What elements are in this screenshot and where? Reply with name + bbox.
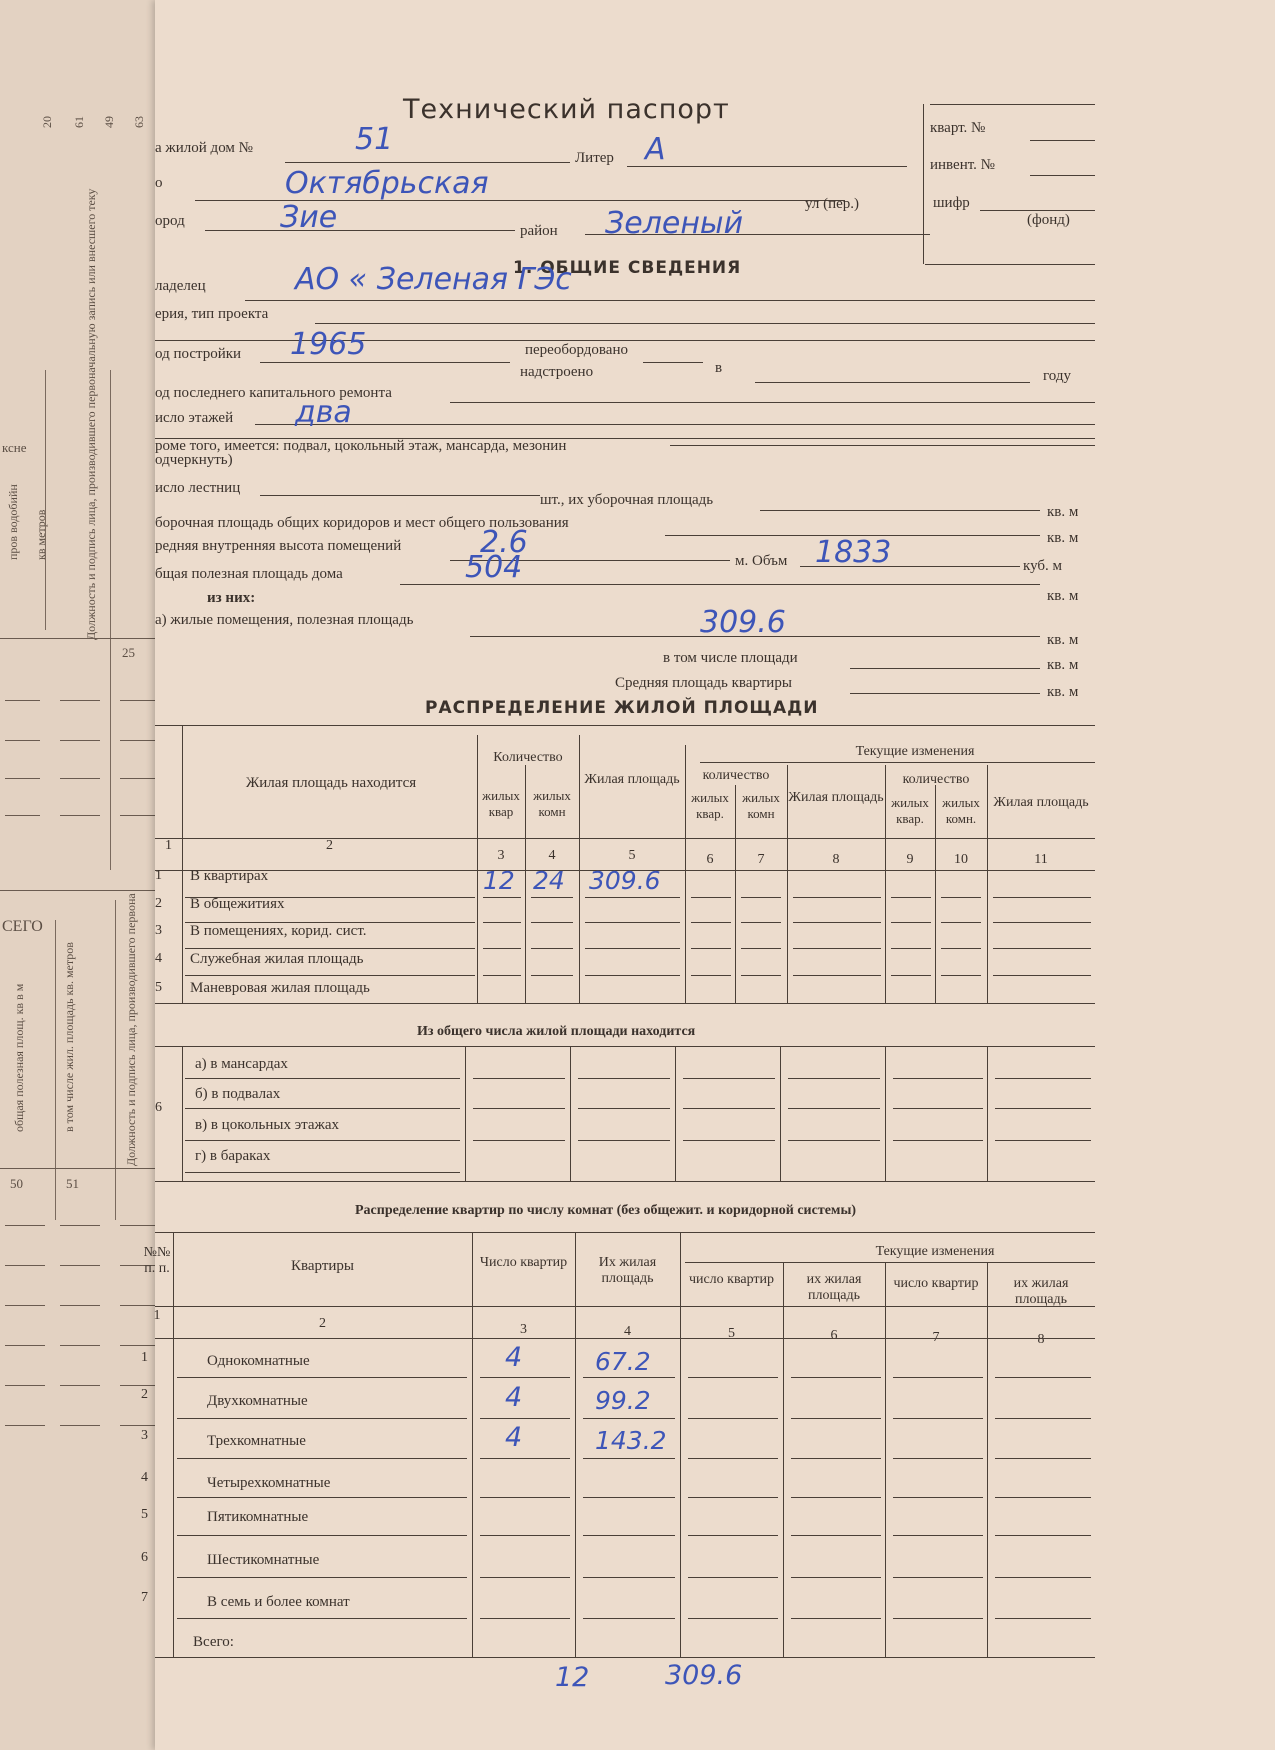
row-number: 5	[141, 1507, 148, 1522]
apts-col-apts: Квартиры	[290, 1258, 354, 1274]
apts-col-number: 5	[728, 1326, 735, 1341]
also-label: роме того, имеется: подвал, цокольный этаж, мансарда, мезонин	[155, 438, 567, 454]
district-label: район	[520, 223, 558, 239]
row-count: 4	[505, 1342, 523, 1373]
apts-col-count2: число квартир	[688, 1272, 775, 1287]
back-bottom-number: 50	[10, 1176, 23, 1191]
row-label: Пятикомнатные	[207, 1509, 309, 1525]
back-col-text: в том числе жил. площадь кв. метров	[62, 942, 76, 1132]
dist-sub-row: б) в подвалах	[195, 1086, 281, 1102]
apts-col-current: Текущие изменения	[875, 1244, 995, 1259]
row-number: 4	[155, 951, 162, 966]
back-vsego: СЕГО	[2, 918, 43, 935]
city-value: Зие	[280, 200, 338, 235]
back-line	[0, 638, 170, 639]
apts-col-number: 6	[830, 1328, 838, 1343]
row-number: 1	[141, 1350, 148, 1365]
fond-label: (фонд)	[1027, 212, 1070, 228]
height-label: редняя внутренняя высота помещений	[155, 538, 402, 554]
row-rooms: 24	[533, 866, 565, 895]
dist-col-qty2: количество	[702, 768, 770, 783]
dist-col-apts: жилых квар	[482, 788, 520, 819]
row-number: 3	[155, 923, 162, 938]
dist-heading: РАСПРЕДЕЛЕНИЕ ЖИЛОЙ ПЛОЩАДИ	[425, 698, 819, 718]
back-divider	[110, 370, 111, 870]
dist-col-current: Текущие изменения	[855, 744, 975, 759]
volume-value: 1833	[815, 535, 892, 570]
apts-col-number: 1	[153, 1308, 161, 1323]
dist-col-number: 10	[954, 852, 968, 867]
dist-col-number: 11	[1034, 852, 1048, 867]
of-them-label: из них:	[207, 590, 256, 606]
dist-sub-number: 6	[155, 1100, 162, 1115]
row-label: В общежитиях	[190, 896, 285, 912]
back-divider	[45, 370, 46, 630]
liter-label: Литер	[575, 150, 614, 166]
dist-col-number: 6	[706, 852, 714, 867]
dist-col-apts3: жилых квар.	[891, 795, 929, 826]
row-label: Четырехкомнатные	[207, 1475, 331, 1491]
stairs-label: исло лестниц	[155, 480, 241, 496]
back-divider	[115, 900, 116, 1220]
page-title: Технический паспорт	[403, 94, 730, 125]
living-value: 309.6	[700, 605, 786, 640]
dist-sub-heading: Из общего числа жилой площади находится	[417, 1024, 696, 1039]
apts-col-number: 4	[624, 1324, 631, 1339]
dist-col-area2: Жилая площадь	[788, 790, 884, 805]
unit-m2: кв. м	[1047, 684, 1079, 700]
series-label: ерия, тип проекта	[155, 306, 269, 322]
row-number: 2	[155, 896, 162, 911]
row-area: 67.2	[595, 1347, 651, 1376]
stairs-unit: шт., их уборочная площадь	[540, 492, 714, 508]
row-label: В помещениях, корид. сист.	[190, 923, 367, 939]
apts-col-area: Их жилая площадь	[598, 1255, 657, 1286]
district-value: Зеленый	[605, 206, 744, 241]
in-label: в	[715, 360, 723, 376]
street-type-label: ул (пер.)	[805, 196, 860, 212]
back-col-text: Должность и подпись лица, производившего первоначальную запись или внесшего теку	[84, 188, 98, 640]
year-suffix: году	[1043, 368, 1071, 384]
unit-m2: кв. м	[1047, 657, 1079, 673]
apts-col-area3: их жилая площадь	[1013, 1276, 1069, 1307]
row-number: 5	[155, 980, 162, 995]
dist-col-apts2: жилых квар.	[691, 790, 729, 821]
unit-m2: кв. м	[1047, 530, 1079, 546]
apts-heading: Распределение квартир по числу комнат (без общежит. и коридорной системы)	[355, 1203, 857, 1218]
dist-col-rooms3: жилых комн.	[942, 795, 980, 826]
row-area: 99.2	[595, 1386, 651, 1415]
row-label: Двухкомнатные	[207, 1393, 308, 1409]
year-value: 1965	[290, 327, 367, 362]
apts-col-count3: число квартир	[893, 1276, 979, 1291]
unit-m3: куб. м	[1023, 558, 1063, 574]
apts-col-number: 2	[319, 1316, 326, 1331]
floors-value: два	[295, 395, 352, 430]
back-line	[0, 890, 170, 891]
passport-sheet	[141, 0, 1275, 1750]
back-top-number: 63	[132, 116, 146, 128]
dist-col-number: 8	[832, 852, 840, 867]
back-col-text: Должность и подпись лица, производившего первона	[124, 893, 138, 1166]
back-top-number: 20	[40, 116, 54, 128]
back-col-number: 25	[122, 645, 135, 660]
apts-col-n: №№ п. п.	[143, 1245, 171, 1276]
back-col-text: ксне	[2, 440, 27, 455]
row-number: 4	[141, 1470, 148, 1485]
dist-col-area: Жилая площадь	[584, 772, 680, 787]
row-area: 143.2	[595, 1426, 667, 1455]
row-apts: 12	[483, 866, 515, 895]
apts-col-area2: их жилая площадь	[806, 1272, 862, 1303]
capital-repair-label: од последнего капитального ремонта	[155, 385, 392, 401]
street-value: Октябрьская	[285, 166, 489, 201]
owner-value: АО « Зеленая ГЭс	[295, 262, 572, 297]
dist-sub-row: а) в мансардах	[195, 1056, 288, 1072]
back-col-text: пров водобийн	[6, 484, 20, 560]
row-number: 3	[141, 1428, 148, 1443]
invent-label: инвент. №	[930, 157, 995, 173]
dist-col-qty: Количество	[493, 750, 563, 765]
dist-sub-row: г) в бараках	[195, 1148, 271, 1164]
useful-value: 504	[465, 550, 523, 585]
apts-total-count: 12	[555, 1662, 590, 1693]
row-count: 4	[505, 1382, 523, 1413]
dist-col-number: 3	[497, 848, 505, 863]
living-label: а) жилые помещения, полезная площадь	[155, 612, 414, 628]
house-label: а жилой дом №	[155, 140, 253, 156]
height-value: 2.6	[480, 525, 528, 560]
house-number: 51	[355, 122, 394, 157]
owner-label: ладелец	[155, 278, 206, 294]
underline-label: одчеркнуть)	[155, 452, 233, 468]
row-number: 6	[141, 1550, 148, 1565]
dist-col-number: 1	[165, 838, 172, 853]
apts-col-number: 8	[1037, 1332, 1045, 1347]
row-label: Однокомнатные	[207, 1353, 310, 1369]
volume-label: м. Объм	[735, 553, 788, 569]
back-top-number: 61	[72, 116, 86, 128]
avg-label: Средняя площадь квартиры	[615, 675, 792, 691]
dist-col-number: 4	[548, 848, 556, 863]
row-number: 2	[141, 1387, 148, 1402]
general-heading: 1. ОБЩИЕ СВЕДЕНИЯ	[513, 258, 742, 278]
kvart-label: кварт. №	[930, 120, 986, 136]
unit-m2: кв. м	[1047, 504, 1079, 520]
shifr-label: шифр	[933, 195, 970, 211]
back-line	[0, 1168, 170, 1169]
dist-col-number: 2	[326, 838, 333, 853]
floors-label: исло этажей	[155, 410, 234, 426]
corridor-label: борочная площадь общих коридоров и мест общего пользования	[155, 515, 569, 531]
added-label: надстроено	[520, 364, 594, 380]
dist-col-qty3: количество	[902, 772, 970, 787]
back-col-text: общая полезная площ. кв в м	[12, 983, 26, 1132]
dist-col-rooms2: жилых комн	[742, 790, 780, 821]
unit-m2: кв. м	[1047, 632, 1079, 648]
row-count: 4	[505, 1422, 523, 1453]
useful-label: бщая полезная площадь дома	[155, 566, 343, 582]
row-label: Шестикомнатные	[207, 1552, 320, 1568]
back-top-number: 49	[102, 116, 116, 128]
row-label: В семь и более комнат	[207, 1594, 350, 1610]
row-label: Служебная жилая площадь	[190, 951, 364, 967]
back-divider	[55, 920, 56, 1220]
apts-col-count: Число квартир	[479, 1255, 568, 1270]
row-number: 7	[141, 1590, 148, 1605]
back-bottom-number: 51	[66, 1176, 79, 1191]
row-area: 309.6	[589, 866, 661, 895]
dist-col-rooms: жилых комн	[533, 788, 571, 819]
row-number: 1	[155, 868, 162, 883]
back-col-text: кв метров	[34, 509, 48, 560]
row-label: В квартирах	[190, 868, 269, 884]
dist-sub-row: в) в цокольных этажах	[195, 1117, 340, 1133]
apts-col-number: 7	[932, 1330, 940, 1345]
city-label: ород	[155, 213, 185, 229]
dist-col-number: 9	[906, 852, 914, 867]
unit-m2: кв. м	[1047, 588, 1079, 604]
liter-value: А	[645, 132, 666, 167]
back-page	[0, 0, 175, 1750]
apts-total-area: 309.6	[665, 1660, 743, 1691]
row-label: Маневровая жилая площадь	[190, 980, 370, 996]
incl-label: в том числе площади	[663, 650, 798, 666]
rebuilt-label: переобордовано	[525, 342, 628, 358]
dist-col-area3: Жилая площадь	[993, 795, 1089, 810]
street-prefix: о	[155, 175, 163, 191]
dist-col-location: Жилая площадь находится	[245, 775, 417, 791]
apts-col-number: 3	[520, 1322, 527, 1337]
dist-col-number: 7	[757, 852, 765, 867]
apts-total-label: Всего:	[193, 1634, 234, 1650]
year-label: од постройки	[155, 346, 242, 362]
row-label: Трехкомнатные	[207, 1433, 306, 1449]
dist-col-number: 5	[628, 848, 636, 863]
